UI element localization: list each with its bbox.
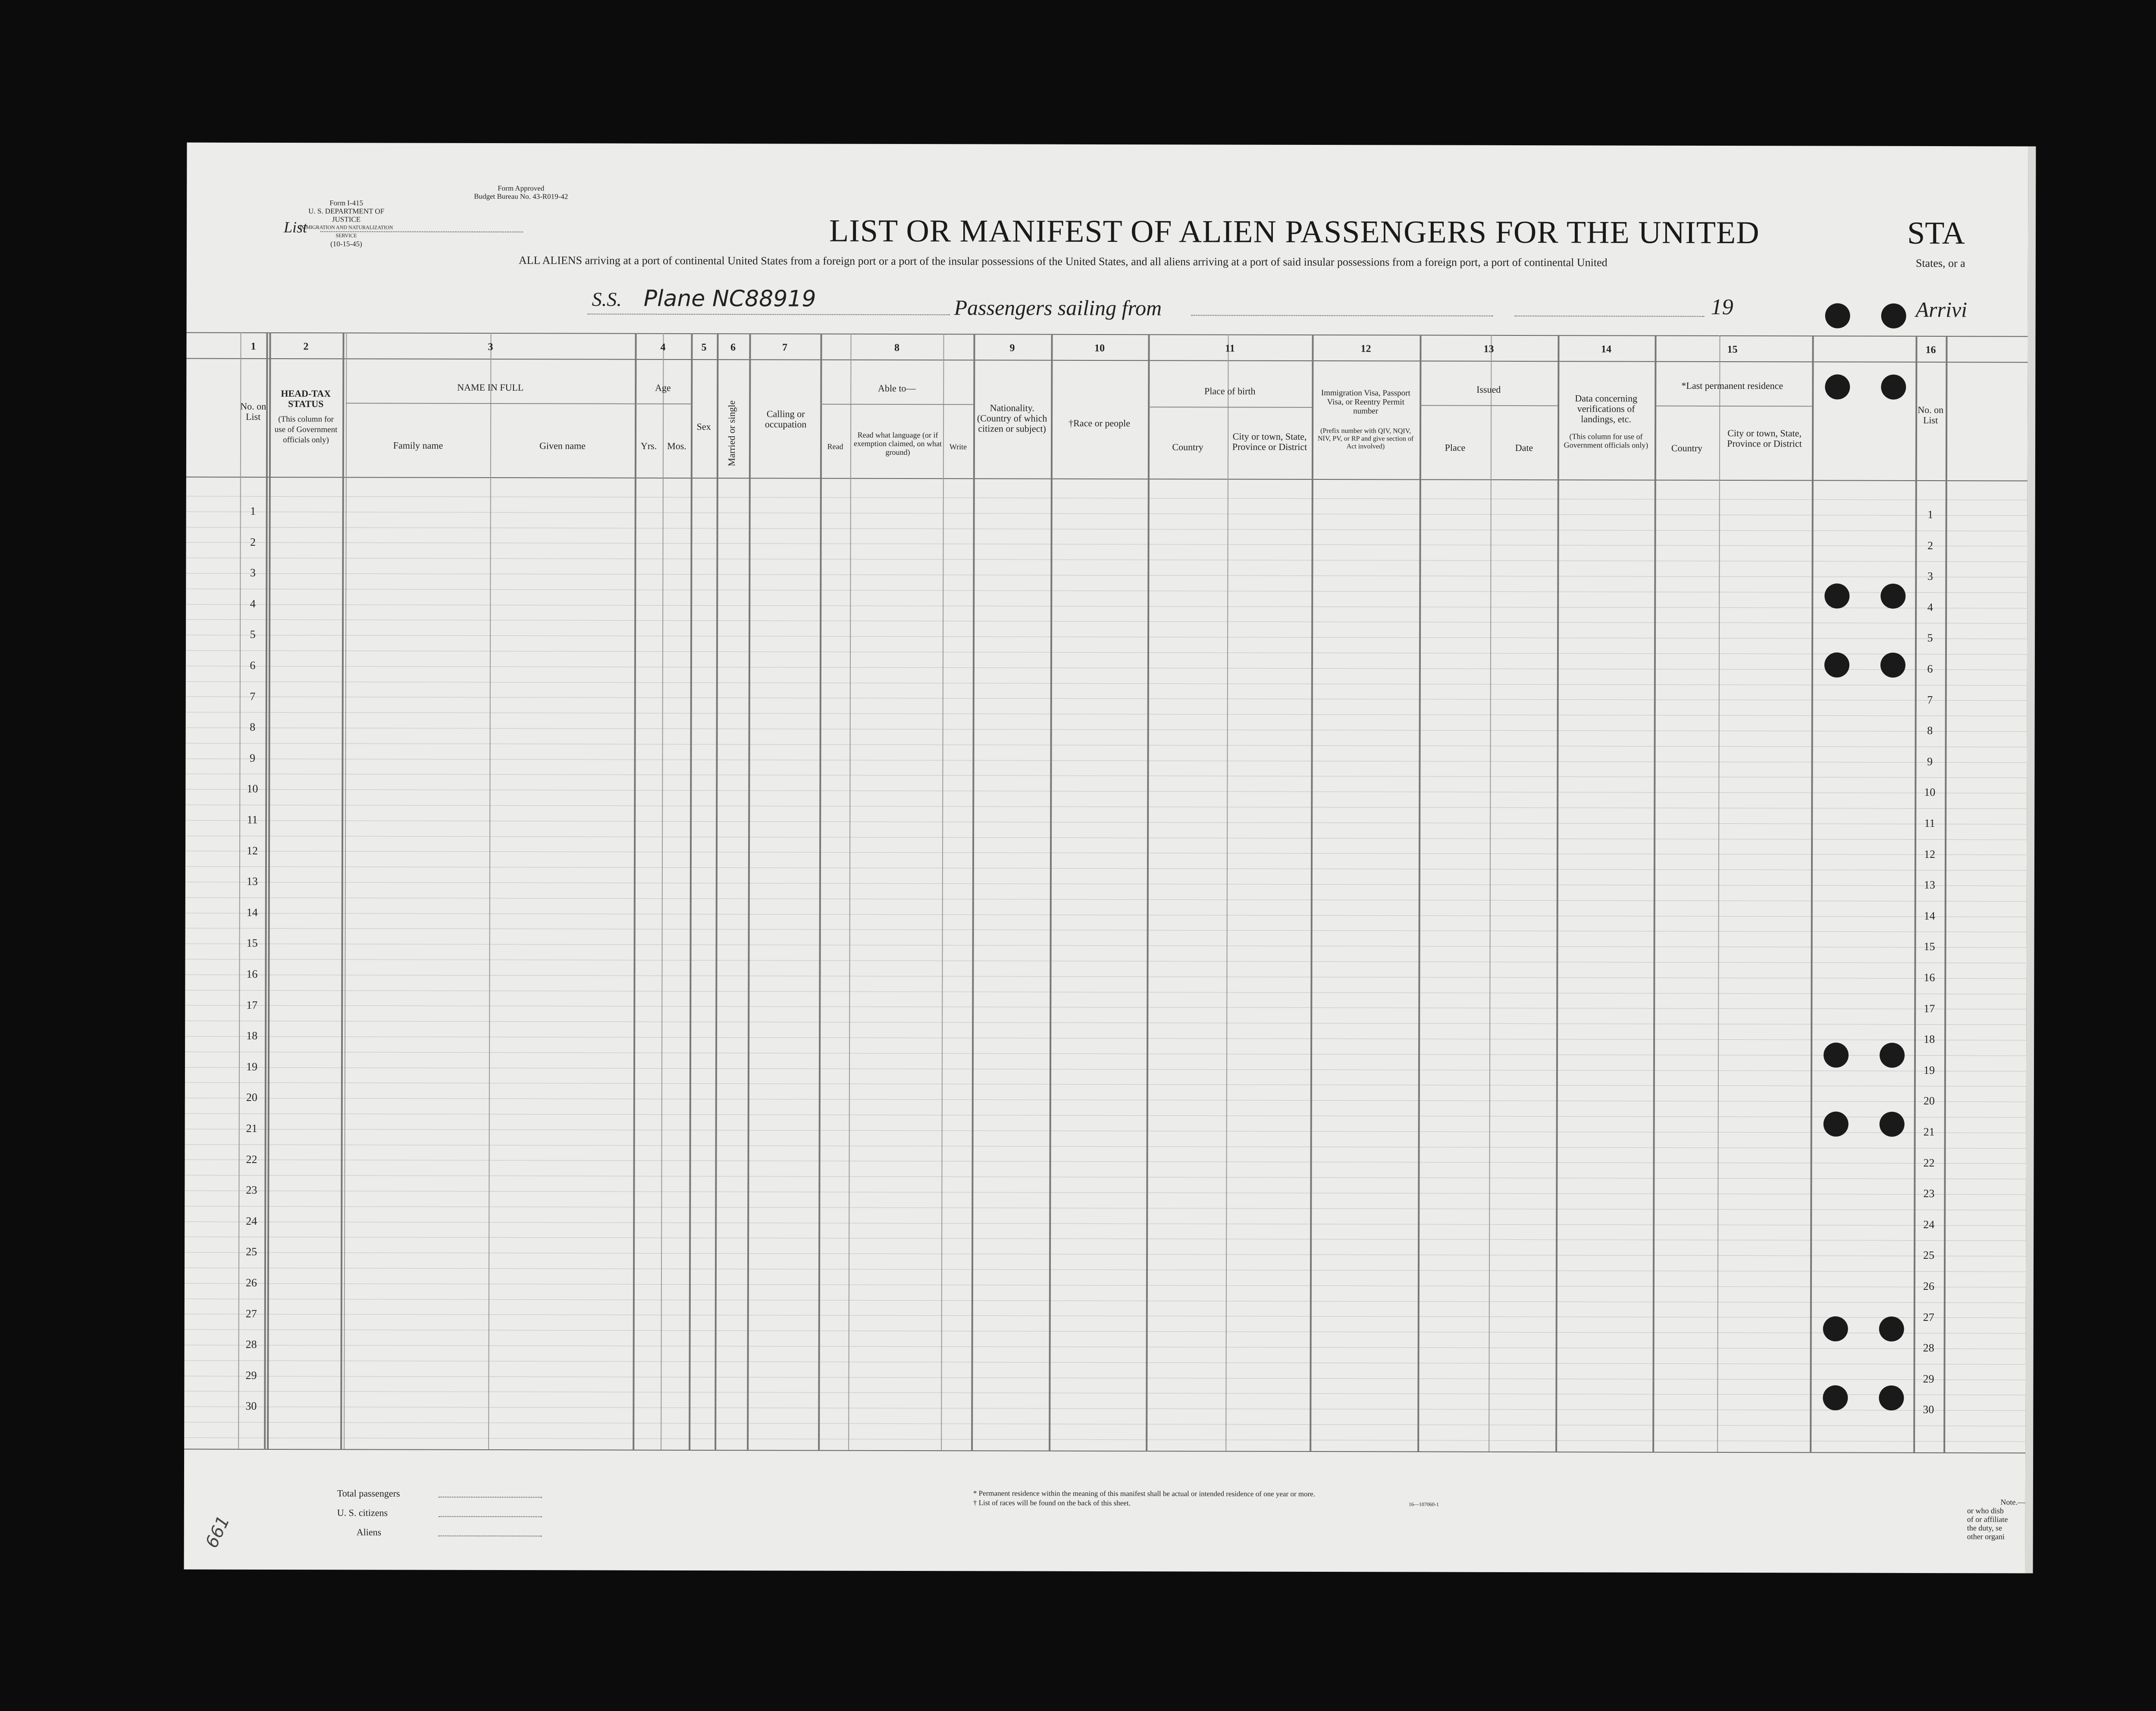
row-number-right: 3 [1927, 569, 1933, 583]
col-num-13: 13 [1483, 343, 1494, 355]
row-rule [186, 496, 2028, 500]
header-no-on-list: No. on List [240, 400, 266, 422]
column-rule [941, 334, 944, 1450]
row-rule [185, 789, 2027, 794]
row-number-right: 14 [1924, 909, 1935, 923]
row-rule [185, 1252, 2026, 1257]
punch-hole [1824, 652, 1849, 677]
row-number-right: 18 [1924, 1032, 1935, 1046]
row-rule [185, 774, 2027, 778]
row-rule [184, 1376, 2025, 1380]
col-num-2: 2 [303, 341, 309, 353]
row-rule [186, 558, 2027, 562]
row-number-right: 10 [1924, 785, 1936, 799]
punch-hole [1881, 375, 1906, 400]
column-rule [344, 332, 347, 1449]
column-rule [1489, 335, 1492, 1451]
header-married-single: Married or single [726, 400, 737, 466]
column-rule [1555, 335, 1559, 1451]
column-rule [1049, 334, 1053, 1451]
row-number-right: 11 [1924, 816, 1935, 830]
row-rule [185, 866, 2027, 871]
header-birth-country: Country [1172, 441, 1203, 453]
row-number: 24 [246, 1214, 257, 1227]
col-num-1: 1 [251, 341, 256, 352]
manifest-title: LIST OR MANIFEST OF ALIEN PASSENGERS FOR THE UNITED [829, 213, 1760, 251]
row-number-right: 30 [1923, 1403, 1934, 1416]
row-rule [186, 666, 2027, 670]
header-race: †Race or people [1069, 417, 1131, 429]
row-rule [186, 589, 2027, 593]
footnote-list-of-races: † List of races will be found on the back of this sheet. [973, 1498, 1131, 1508]
col-num-7: 7 [782, 342, 788, 353]
header-bottom-rule [186, 477, 2028, 482]
sailing-label: Passengers sailing from [954, 295, 1162, 320]
form-info [299, 199, 394, 248]
header-age: Age [655, 382, 671, 393]
margin-handwriting: 661 [201, 1513, 234, 1551]
table-bottom-rule [184, 1449, 2025, 1454]
header-calling: Calling or occupation [765, 408, 807, 430]
row-number-right: 9 [1927, 755, 1933, 768]
header-data-landings: Data concerning verifications of landings, etc. [1575, 393, 1638, 425]
col-num-16: 16 [1925, 344, 1936, 356]
row-number-right: 20 [1923, 1094, 1935, 1107]
col-num-6: 6 [730, 342, 736, 353]
row-rule [186, 635, 2027, 639]
row-rule [185, 1237, 2026, 1241]
header-mos: Mos. [667, 440, 686, 451]
row-rule [185, 1206, 2026, 1211]
row-number: 7 [250, 690, 256, 703]
row-number: 2 [250, 535, 256, 548]
header-write: Write [949, 442, 967, 451]
row-rule [186, 697, 2027, 701]
row-rule [185, 836, 2027, 840]
row-rule [185, 1222, 2026, 1226]
list-label: List [284, 219, 307, 236]
row-number-right: 28 [1923, 1341, 1934, 1354]
header-yrs: Yrs. [640, 440, 657, 451]
punch-hole [1823, 1385, 1848, 1410]
row-rule [185, 1052, 2026, 1056]
right-note-line: of or affiliate [1967, 1515, 2008, 1524]
form-date: (10-15-45) [330, 240, 362, 248]
row-rule [185, 1299, 2026, 1303]
row-number: 5 [250, 628, 256, 641]
row-number: 23 [246, 1183, 257, 1196]
header-head-tax-note: (This column for use of Government officials only) [274, 414, 338, 445]
row-rule [186, 682, 2027, 686]
header-data-landings-note: (This column for use of Government officials only) [1564, 432, 1648, 450]
row-rules [187, 143, 2028, 147]
row-rule [185, 990, 2026, 995]
col-num-14: 14 [1601, 344, 1612, 355]
service: IMMIGRATION AND NATURALIZATION SERVICE [299, 224, 393, 239]
row-number: 9 [249, 751, 256, 764]
row-rule [185, 1067, 2026, 1072]
row-rule [185, 882, 2027, 886]
column-rule [633, 333, 636, 1450]
row-rule [185, 1268, 2026, 1272]
row-rule [185, 1114, 2026, 1118]
department: U. S. DEPARTMENT OF JUSTICE [308, 207, 385, 224]
vessel-field[interactable] [588, 313, 950, 315]
row-number: 16 [246, 967, 258, 980]
subheader-rule [820, 404, 973, 405]
header-sex: Sex [696, 421, 711, 432]
header-last-residence: *Last permanent residence [1681, 380, 1783, 391]
row-number-right: 6 [1927, 662, 1933, 676]
aliens-field[interactable] [439, 1536, 542, 1537]
budget-text: Budget Bureau No. 43-R019-42 [474, 192, 568, 201]
approval-text: Form Approved [498, 184, 545, 193]
column-rule [1717, 335, 1720, 1452]
row-number: 21 [246, 1122, 257, 1135]
column-rule [1652, 335, 1656, 1452]
row-rule [186, 527, 2028, 532]
row-rule [185, 1345, 2026, 1349]
row-rule [185, 805, 2027, 809]
header-family-name: Family name [393, 440, 443, 451]
row-rule [186, 651, 2027, 655]
column-rules [187, 143, 2028, 147]
row-number: 29 [245, 1369, 257, 1382]
row-number-right: 4 [1927, 601, 1933, 614]
column-rule [971, 334, 975, 1450]
row-rule [185, 928, 2027, 932]
header-nationality: Nationality. (Country of which citizen or subject) [977, 402, 1047, 434]
row-rule [186, 512, 2028, 516]
header-residence-country: Country [1671, 442, 1703, 454]
row-number: 27 [245, 1307, 257, 1320]
right-note-line: other organi [1967, 1532, 2005, 1541]
row-rule [185, 1098, 2026, 1102]
subheader-rule [1148, 407, 1312, 408]
row-number-right: 17 [1924, 1002, 1935, 1015]
header-visa: Immigration Visa, Passport Visa, or Reentry Permit number [1321, 388, 1410, 416]
punch-hole [1823, 1316, 1848, 1341]
column-rule [488, 333, 491, 1449]
header-place-of-birth: Place of birth [1204, 385, 1256, 397]
punch-hole [1880, 584, 1905, 609]
arrival-label: Arrivi [1915, 297, 1968, 322]
punch-hole [1824, 583, 1849, 608]
col-num-9: 9 [1009, 342, 1015, 354]
row-rule [186, 728, 2027, 732]
row-number: 26 [245, 1276, 257, 1289]
header-read: Read [827, 442, 843, 451]
row-number: 11 [247, 813, 258, 826]
row-rule [185, 1005, 2026, 1010]
manifest-subtitle-continued: States, or a [1915, 256, 1965, 270]
header-read-language: Read what language (or if exemption claimed, on what ground) [854, 430, 942, 457]
row-rule [185, 1283, 2026, 1288]
punch-holes [187, 143, 2028, 147]
punch-hole [1880, 1112, 1905, 1137]
header-visa-note: (Prefix number with QIV, NQIV, NIV, PV, or RP and give section of Act involved) [1317, 427, 1414, 450]
header-birth-city: City or town, State, Province or District [1232, 431, 1307, 452]
row-rule [185, 851, 2027, 855]
row-rule [185, 913, 2027, 917]
us-citizens-field[interactable] [439, 1516, 542, 1517]
row-number: 13 [246, 875, 258, 888]
aliens-label: Aliens [356, 1526, 382, 1538]
subheader-rule [1655, 406, 1812, 407]
row-rule [186, 542, 2028, 547]
row-number: 28 [245, 1338, 257, 1351]
total-passengers-label: Total passengers [337, 1488, 400, 1499]
column-rule [714, 333, 718, 1450]
row-rule [185, 1021, 2026, 1025]
column-rule [689, 333, 693, 1450]
row-rule [185, 1191, 2026, 1195]
row-rule [185, 959, 2027, 963]
row-rule [186, 619, 2027, 624]
row-number: 4 [250, 597, 256, 610]
header-head-tax: HEAD-TAX STATUS [281, 388, 331, 410]
col-num-5: 5 [701, 342, 707, 353]
right-note [1967, 1498, 2028, 1541]
table-top-rule [187, 332, 2028, 337]
row-number-right: 29 [1923, 1372, 1934, 1386]
column-rule [747, 333, 751, 1450]
row-rule [185, 975, 2026, 979]
punch-hole [1824, 1042, 1849, 1067]
print-code: 16—107060-1 [1408, 1501, 1439, 1508]
row-number: 12 [247, 844, 258, 857]
total-passengers-field[interactable] [439, 1497, 542, 1498]
punch-hole [1879, 1386, 1904, 1411]
column-rule [848, 334, 851, 1450]
punch-hole [1880, 1043, 1905, 1068]
col-num-12: 12 [1360, 343, 1371, 355]
row-rule [185, 944, 2027, 948]
row-number: 25 [246, 1245, 257, 1258]
manifest-title-continued: STA [1907, 215, 1965, 251]
row-number: 30 [245, 1399, 257, 1412]
row-number-right: 25 [1923, 1248, 1935, 1262]
row-rule [184, 1422, 2025, 1426]
column-rule [1943, 336, 1947, 1452]
row-number: 8 [250, 720, 256, 733]
us-citizens-label: U. S. citizens [337, 1507, 388, 1518]
row-rule [185, 1082, 2026, 1087]
row-rule [184, 1391, 2025, 1395]
sailing-date-field[interactable] [1515, 316, 1705, 317]
row-rule [184, 1438, 2025, 1442]
header-able-to: Able to— [878, 382, 916, 394]
manifest-sheet [184, 143, 2028, 1573]
row-rule [185, 1361, 2026, 1365]
column-rule [661, 333, 664, 1450]
row-number: 20 [246, 1091, 257, 1104]
row-number-right: 15 [1924, 940, 1935, 953]
punch-hole [1825, 303, 1850, 328]
header-issued-place: Place [1445, 442, 1466, 453]
column-rule [1417, 335, 1421, 1451]
col-num-11: 11 [1225, 343, 1235, 354]
ss-label: S.S. [592, 288, 622, 310]
row-number-right: 2 [1927, 539, 1934, 552]
row-number: 3 [250, 566, 256, 579]
header-given-name: Given name [539, 440, 586, 451]
header-issued: Issued [1476, 384, 1501, 395]
col-num-8: 8 [894, 342, 900, 353]
vessel-name-handwritten: Plane NC88919 [643, 285, 816, 312]
row-rule [185, 759, 2027, 763]
col-num-15: 15 [1727, 344, 1738, 356]
punch-hole [1880, 653, 1905, 678]
row-number-right: 21 [1923, 1125, 1935, 1139]
column-rule [1225, 335, 1228, 1451]
row-rule [185, 1036, 2026, 1041]
row-number: 15 [246, 936, 258, 949]
row-number-right: 19 [1923, 1064, 1935, 1077]
sailing-port-field[interactable] [1191, 315, 1493, 316]
row-rule [185, 1160, 2026, 1164]
row-rule [186, 573, 2027, 578]
row-number: 22 [246, 1153, 257, 1166]
year-prefix: 19 [1711, 294, 1733, 320]
row-number: 14 [246, 906, 258, 919]
punch-hole [1879, 1317, 1904, 1342]
col-num-4: 4 [660, 341, 666, 353]
right-note-line: Note.— [2000, 1498, 2025, 1507]
row-rule [185, 820, 2027, 825]
row-number-right: 12 [1924, 848, 1936, 861]
column-rule [1146, 334, 1150, 1451]
row-number-right: 27 [1923, 1311, 1934, 1324]
row-number-right: 23 [1923, 1187, 1935, 1200]
row-number-right: 5 [1927, 631, 1933, 644]
row-number-right: 22 [1923, 1156, 1935, 1170]
row-number-right: 1 [1927, 508, 1934, 521]
form-approval [452, 184, 590, 201]
header-no-on-list-right: No. on List [1918, 404, 1944, 426]
row-rule [186, 743, 2027, 748]
row-rule [185, 1129, 2026, 1133]
row-number-right: 16 [1924, 971, 1935, 984]
row-rule [186, 712, 2027, 716]
column-rule [1310, 335, 1313, 1451]
row-number-right: 8 [1927, 724, 1933, 737]
row-rule [185, 1145, 2026, 1149]
right-note-line: or who disb [1967, 1506, 2004, 1515]
row-rule [184, 1407, 2025, 1411]
row-rule [185, 898, 2027, 902]
header-residence-city: City or town, State, Province or District [1727, 428, 1802, 449]
header-issued-date: Date [1515, 442, 1533, 454]
row-number: 10 [247, 782, 258, 795]
column-rule [1810, 335, 1814, 1452]
header-name-in-full: NAME IN FULL [457, 382, 524, 393]
right-note-line: the duty, se [1967, 1523, 2002, 1533]
row-number: 17 [246, 998, 258, 1011]
row-rule [186, 604, 2027, 609]
row-number: 19 [246, 1060, 258, 1073]
punch-hole [1825, 374, 1850, 399]
row-number: 1 [250, 504, 256, 517]
row-rule [185, 1314, 2026, 1318]
sheet-overlap-edge [2025, 146, 2036, 1573]
row-number: 6 [250, 659, 256, 672]
row-rule [185, 1175, 2026, 1179]
manifest-subtitle: ALL ALIENS arriving at a port of continental United States from a foreign port or a port of the insular possessions of the United States, and all aliens arriving at a port of said insular possessions from a foreign port, a port of continental United [518, 254, 1608, 269]
footnote-permanent-residence: * Permanent residence within the meaning of this manifest shall be actual or intended residence of one year or more. [973, 1489, 1315, 1498]
subheader-rule [1420, 405, 1557, 407]
punch-hole [1881, 303, 1906, 328]
col-num-10: 10 [1094, 342, 1105, 354]
row-number-right: 24 [1923, 1218, 1935, 1231]
form-number: Form I-415 [329, 199, 364, 207]
punch-hole [1824, 1111, 1849, 1136]
column-rule [818, 334, 822, 1450]
column-number-rule [186, 358, 2028, 363]
row-number-right: 26 [1923, 1279, 1934, 1293]
col-num-3: 3 [488, 341, 493, 353]
row-number-right: 13 [1924, 878, 1935, 891]
row-number: 18 [246, 1029, 258, 1042]
row-number-right: 7 [1927, 693, 1933, 707]
row-rule [185, 1329, 2026, 1334]
